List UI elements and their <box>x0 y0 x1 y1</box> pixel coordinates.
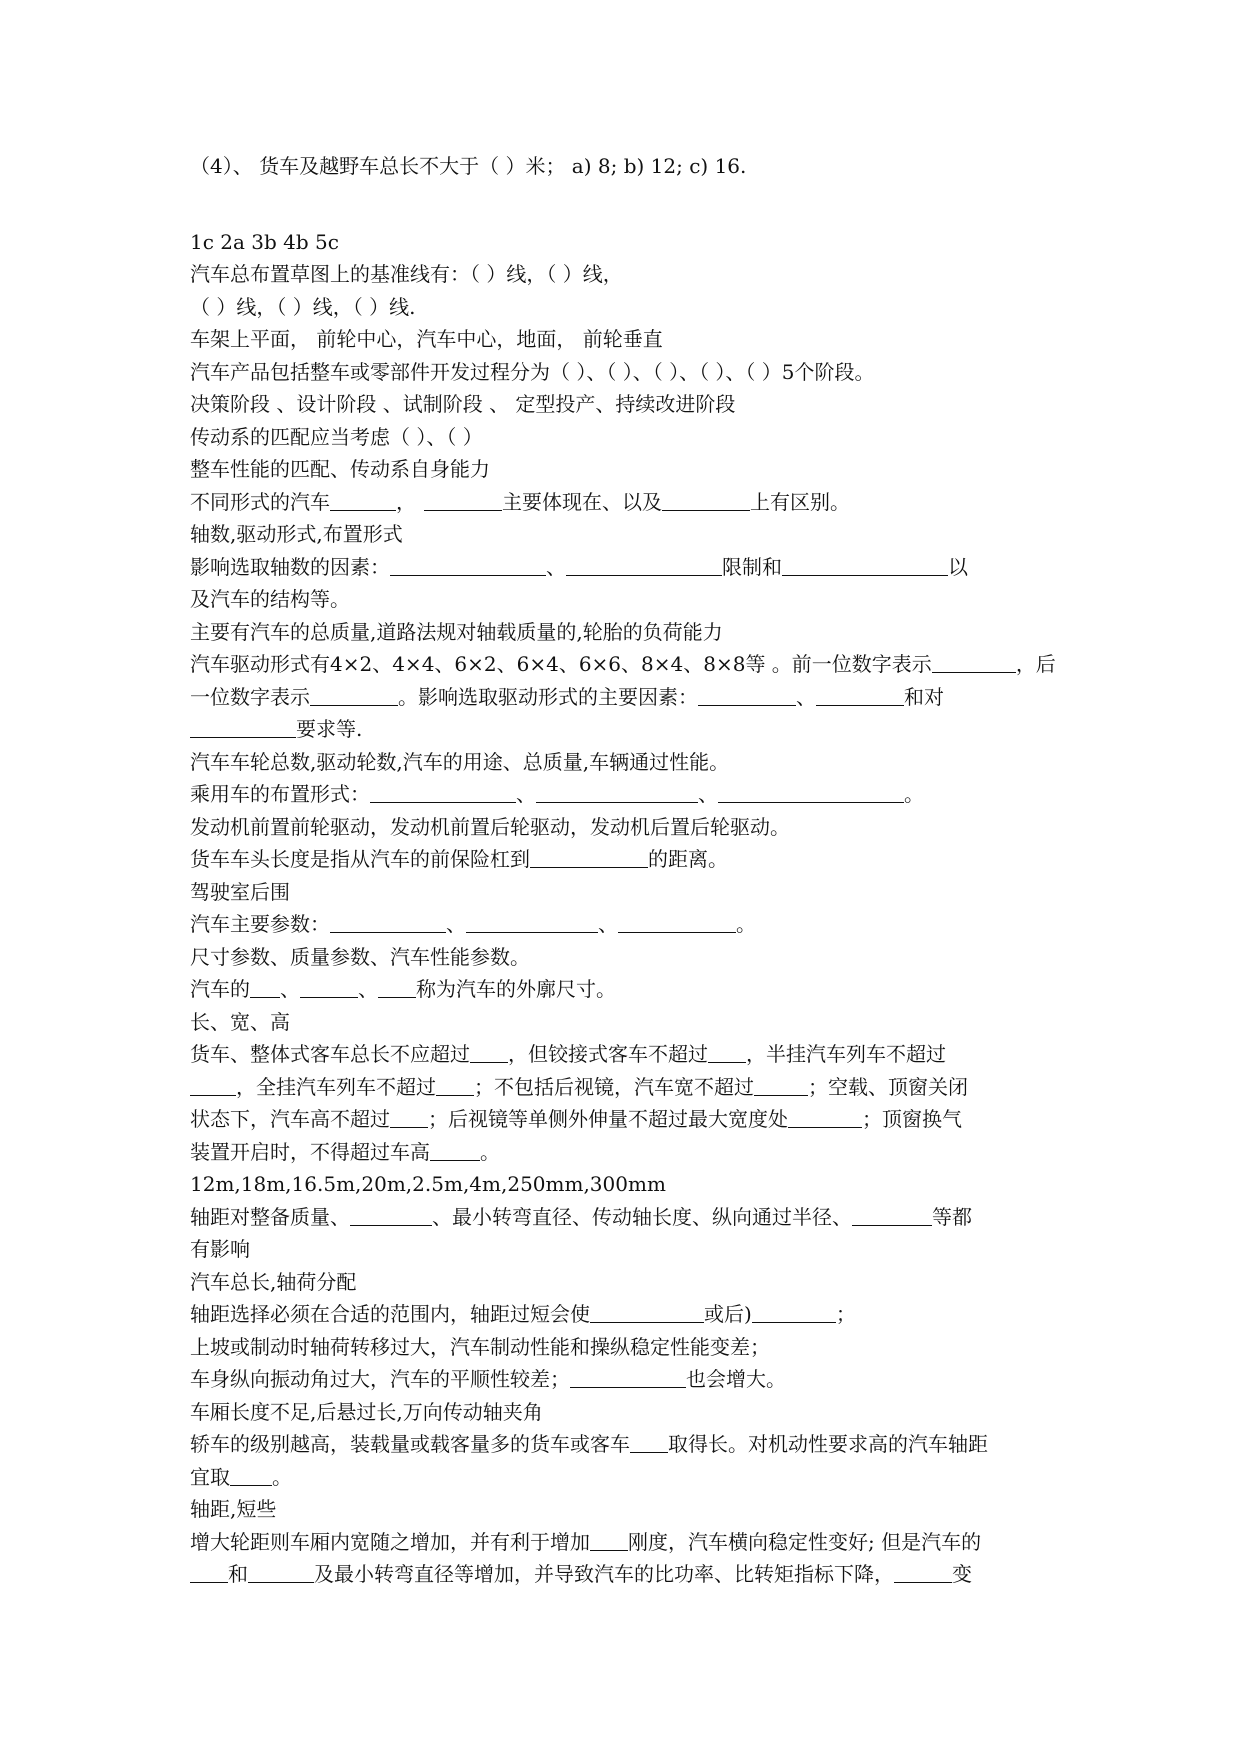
answer-line: 整车性能的匹配、传动系自身能力 <box>190 457 490 481</box>
question-line: 装置开启时，不得超过车高 。 <box>190 1139 500 1164</box>
answer-key-line: 1c 2a 3b 4b 5c <box>190 229 339 254</box>
question-line: 和 及最小转弯直径等增加，并导致汽车的比功率、比转矩指标下降， 变 <box>190 1558 1060 1591</box>
fill-blank <box>782 557 948 576</box>
fill-blank <box>662 492 750 511</box>
question-line: 增大轮距则车厢内宽随之增加，并有利于增加 刚度，汽车横向稳定性变好; 但是汽车的 <box>190 1529 982 1554</box>
fill-blank <box>378 979 416 998</box>
fill-blank <box>618 914 736 933</box>
answer-line: 轴距,短些 <box>190 1497 277 1521</box>
fill-blank <box>570 1369 686 1388</box>
fill-blank <box>698 687 796 706</box>
fill-blank <box>436 1077 474 1096</box>
fill-blank <box>300 979 358 998</box>
fill-blank <box>466 914 598 933</box>
document-page <box>190 150 1060 1591</box>
fill-blank <box>310 687 398 706</box>
question-line: 乘用车的布置形式： 、 、 。 <box>190 782 924 806</box>
question-line: 及汽车的结构等。 <box>190 587 350 611</box>
question-line: 有影响 <box>190 1237 250 1261</box>
fill-blank <box>932 654 1016 673</box>
question-line: 轴距对整备质量、 、最小转弯直径、传动轴长度、纵向通过半径、 等都 <box>190 1204 972 1229</box>
fill-blank <box>708 1044 746 1063</box>
fill-blank <box>894 1564 952 1583</box>
fill-blank <box>350 1207 432 1226</box>
fill-blank <box>190 1564 228 1583</box>
fill-blank <box>590 1304 704 1323</box>
question-line: 汽车总布置草图上的基准线有：（ ）线，（ ）线， <box>190 262 623 286</box>
fill-blank <box>530 849 648 868</box>
fill-blank <box>390 557 546 576</box>
fill-blank <box>248 1564 314 1583</box>
answer-line: 主要有汽车的总质量,道路法规对轴载质量的,轮胎的负荷能力 <box>190 619 723 644</box>
fill-blank <box>718 784 904 803</box>
question-4-line: （4）、 货车及越野车总长不大于（ ）米； a) 8; b) 12; c) 16. <box>190 154 747 178</box>
question-line: 轴距选择必须在合适的范围内，轴距过短会使 或后) ； <box>190 1302 856 1326</box>
fill-blank <box>190 1077 236 1096</box>
question-line: 轿车的级别越高，装载量或载客量多的货车或客车 取得长。对机动性要求高的汽车轴距 <box>190 1432 988 1456</box>
question-line: 汽车驱动形式有4×2、4×4、6×2、6×4、6×6、8×4、8×8等 。前一位数字表示 ，后 <box>190 652 1056 676</box>
fill-blank <box>470 1044 508 1063</box>
fill-blank <box>852 1207 932 1226</box>
fill-blank <box>250 979 280 998</box>
fill-blank <box>190 719 296 738</box>
fill-blank <box>754 1077 808 1096</box>
fill-blank <box>566 557 722 576</box>
question-line: 汽车主要参数： 、 、 。 <box>190 912 756 936</box>
question-line: 要求等. <box>190 713 1060 746</box>
fill-blank <box>430 1142 480 1161</box>
question-line: 状态下，汽车高不超过 ；后视镜等单侧外伸量不超过最大宽度处 ；顶窗换气 <box>190 1107 962 1131</box>
question-line: 不同形式的汽车 ， 主要体现在、以及 上有区别。 <box>190 489 850 514</box>
question-line: 货车、整体式客车总长不应超过 ，但铰接式客车不超过 ，半挂汽车列车不超过 <box>190 1042 946 1066</box>
answer-line: 车架上平面， 前轮中心，汽车中心，地面， 前轮垂直 <box>190 327 663 351</box>
answer-line: 决策阶段 、设计阶段 、试制阶段 、 定型投产、持续改进阶段 <box>190 392 736 416</box>
fill-blank <box>590 1532 628 1551</box>
answer-line: 汽车车轮总数,驱动轮数,汽车的用途、总质量,车辆通过性能。 <box>190 749 730 774</box>
fill-blank <box>390 1109 428 1128</box>
fill-blank <box>330 492 396 511</box>
answer-line: 12m,18m,16.5m,20m,2.5m,4m,250mm,300mm <box>190 1172 666 1196</box>
fill-blank <box>788 1109 862 1128</box>
fill-blank <box>330 914 446 933</box>
question-line: 传动系的匹配应当考虑（ ）、（ ） <box>190 424 483 449</box>
fill-blank <box>424 492 502 511</box>
answer-line: 长、宽、高 <box>190 1009 290 1034</box>
fill-blank <box>536 784 698 803</box>
question-line: 影响选取轴数的因素： 、 限制和 以 <box>190 554 968 579</box>
answer-line: 尺寸参数、质量参数、汽车性能参数。 <box>190 944 530 969</box>
question-line: 一位数字表示 。影响选取驱动形式的主要因素： 、 和对 <box>190 684 944 709</box>
question-line: 宜取 。 <box>190 1464 292 1489</box>
fill-blank <box>230 1467 272 1486</box>
question-line: （ ）线，（ ）线，（ ）线. <box>190 294 416 319</box>
question-line: ，全挂汽车列车不超过 ；不包括后视镜，汽车宽不超过 ；空载、顶窗关闭 <box>190 1071 1060 1104</box>
question-line: 汽车的 、 、 称为汽车的外廓尺寸。 <box>190 977 616 1001</box>
answer-line: 轴数,驱动形式,布置形式 <box>190 522 403 546</box>
question-line: 车身纵向振动角过大，汽车的平顺性较差； 也会增大。 <box>190 1367 786 1391</box>
question-line: 货车车头长度是指从汽车的前保险杠到 的距离。 <box>190 847 728 871</box>
fill-blank <box>630 1434 668 1453</box>
answer-line: 驾驶室后围 <box>190 879 290 904</box>
fill-blank <box>752 1304 836 1323</box>
question-line: 汽车产品包括整车或零部件开发过程分为（ ）、（ ）、（ ）、（ ）、（ ）5个阶段。 <box>190 359 875 384</box>
answer-line: 车厢长度不足,后悬过长,万向传动轴夹角 <box>190 1399 543 1424</box>
fill-blank <box>370 784 516 803</box>
answer-line: 发动机前置前轮驱动，发动机前置后轮驱动，发动机后置后轮驱动。 <box>190 814 790 839</box>
fill-blank <box>816 687 904 706</box>
answer-line: 汽车总长,轴荷分配 <box>190 1269 357 1294</box>
question-line: 上坡或制动时轴荷转移过大，汽车制动性能和操纵稳定性能变差； <box>190 1334 770 1359</box>
